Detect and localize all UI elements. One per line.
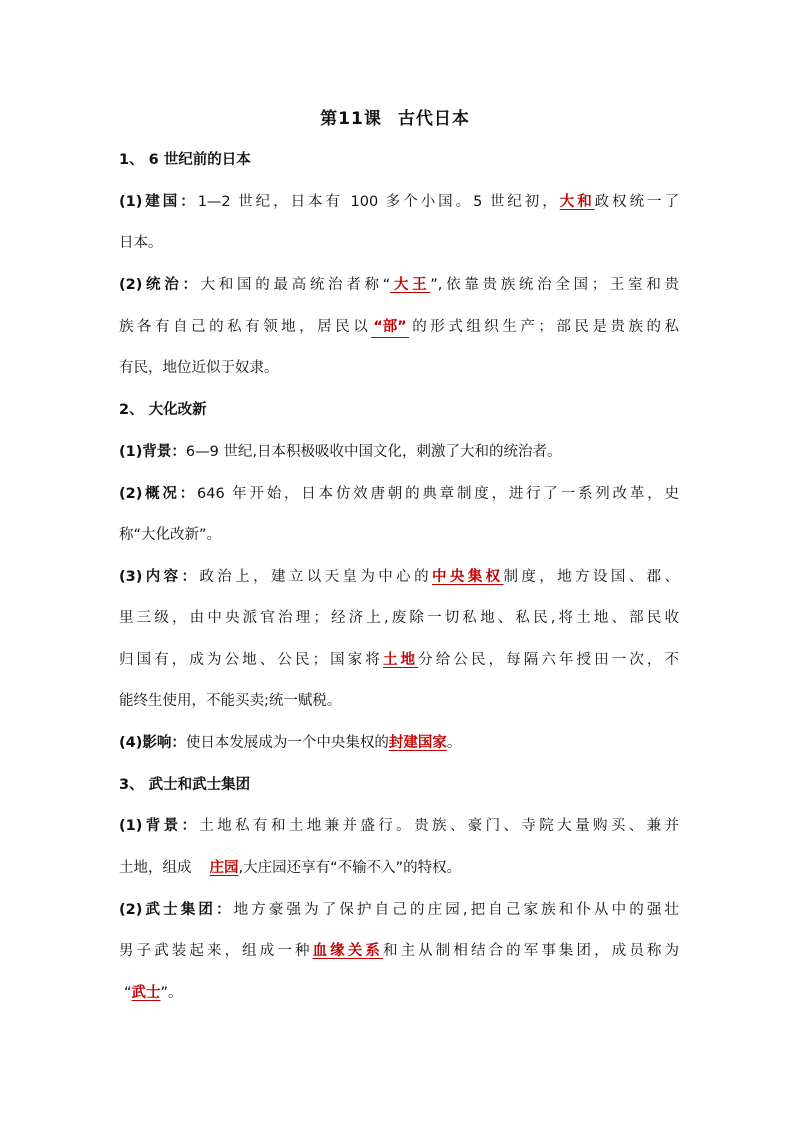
keyword: 武士 (131, 985, 161, 1001)
paragraph-line: (2)概况：646 年开始，日本仿效唐朝的典章制度，进行了一系列改革，史 (119, 486, 679, 502)
keyword: 土地 (382, 652, 419, 668)
section-heading-2: 2、 大化改新 (119, 402, 207, 418)
section-heading-3: 3、 武士和武士集团 (119, 777, 251, 793)
paragraph-line: 里三级，由中央派官治理；经济上,废除一切私地、私民,将土地、部民收 (119, 610, 679, 626)
paragraph-line: (1)建国：1—2 世纪，日本有 100 多个小国。5 世纪初，大和政权统一了 (119, 194, 679, 210)
keyword: 中央集权 (431, 569, 504, 585)
page-title (0, 104, 790, 129)
keyword: 庄园 (209, 860, 239, 876)
item-label: (1)建国： (119, 194, 198, 210)
item-label: (2)武士集团： (119, 902, 234, 918)
keyword: 大和 (559, 194, 595, 210)
item-label: (1)背景： (119, 818, 200, 834)
paragraph-line: (1)背景：土地私有和土地兼并盛行。贵族、豪门、寺院大量购买、兼并 (119, 818, 680, 834)
item-label: (1)背景： (119, 444, 186, 460)
keyword: 血缘关系 (312, 943, 383, 959)
keyword: 封建国家 (388, 735, 447, 751)
paragraph-line: 归国有，成为公地、公民；国家将土地分给公民，每隔六年授田一次，不 (119, 652, 680, 668)
paragraph-line: 族各有自己的私有领地，居民以 “部” 的形式组织生产；部民是贵族的私 (119, 313, 679, 341)
paragraph-line: (3)内容：政治上，建立以天皇为中心的中央集权制度，地方设国、郡、 (119, 569, 680, 585)
paragraph-line: “武士”。 (124, 985, 183, 1001)
paragraph-line: 能终生使用，不能买卖;统一赋税。 (119, 693, 342, 709)
paragraph-line: 土地，组成 庄园,大庄园还享有“不输不入”的特权。 (119, 860, 462, 876)
keyword: 大王 (390, 277, 431, 293)
paragraph-line: (4)影响：使日本发展成为一个中央集权的封建国家。 (119, 735, 462, 751)
lesson-topic: 古代日本 (397, 109, 470, 129)
paragraph-line: 称“大化改新”。 (119, 527, 222, 543)
item-label: (2)概况： (119, 486, 198, 502)
paragraph-line: 日本。 (119, 235, 163, 251)
item-label: (2)统治： (119, 277, 201, 293)
item-label: (4)影响： (119, 735, 186, 751)
paragraph-line: (2)武士集团：地方豪强为了保护自己的庄园,把自己家族和仆从中的强壮 (119, 902, 680, 918)
paragraph-line: 有民，地位近似于奴隶。 (119, 360, 279, 376)
fill-blank-answer: “部” (371, 317, 409, 338)
lesson-number: 第11课 (320, 109, 382, 129)
paragraph-line: (2)统治：大和国的最高统治者称“大王”,依靠贵族统治全国；王室和贵 (119, 277, 680, 293)
section-heading-1: 1、 6 世纪前的日本 (119, 152, 251, 168)
item-label: (3)内容： (119, 569, 200, 585)
paragraph-line: (1)背景：6—9 世纪,日本积极吸收中国文化，刺激了大和的统治者。 (119, 444, 562, 460)
paragraph-line: 男子武装起来，组成一种血缘关系和主从制相结合的军事集团，成员称为 (119, 943, 680, 959)
